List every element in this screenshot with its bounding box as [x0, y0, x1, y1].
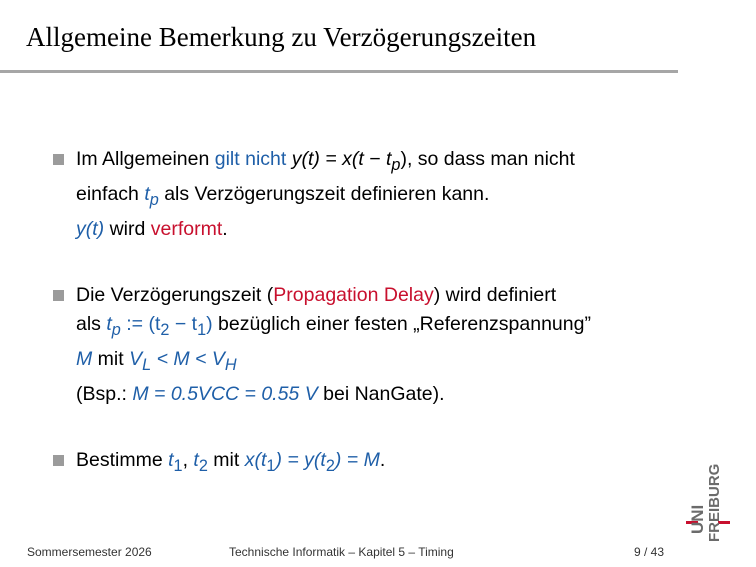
text: einfach [76, 182, 145, 205]
text: ), so dass man nicht [400, 148, 575, 170]
bullet-3-line-1 [76, 446, 692, 481]
text: mit [92, 347, 130, 370]
highlight-verformt: verformt [150, 217, 223, 240]
text: mit [207, 448, 245, 471]
formula: x(t [244, 448, 267, 471]
text: Bestimme [76, 448, 169, 471]
formula: M = 0.5VCC = 0.55 V [132, 382, 318, 405]
formula-sub: 1 [266, 456, 276, 475]
logo-freiburg-text: FREIBURG [706, 463, 723, 542]
footer-page-number: 9 / 43 [634, 545, 665, 559]
bullet-item-2 [52, 281, 692, 409]
highlight-propagation-delay: Propagation Delay [273, 283, 434, 306]
formula-sub: p [149, 190, 159, 209]
formula: t [168, 448, 174, 471]
text: , [182, 448, 194, 471]
formula: ) [206, 312, 213, 335]
formula: ) = M [334, 448, 380, 471]
formula: M [76, 347, 93, 370]
formula-sub: L [142, 355, 152, 374]
text: als Verzögerungszeit definieren kann. [158, 182, 490, 205]
logo-uni-text: UNI [688, 504, 707, 534]
text: (Bsp.: [76, 382, 133, 405]
footer-course: Technische Informatik – Kapitel 5 – Timing [229, 545, 454, 559]
bullet-square-icon [53, 154, 64, 165]
text: . [222, 217, 228, 240]
text: ) wird definiert [433, 283, 557, 306]
formula-sub: p [111, 320, 121, 339]
formula: t [106, 312, 112, 335]
formula-sub: 1 [173, 456, 183, 475]
formula: := (t [120, 312, 161, 335]
text: bezüglich einer festen „Referenzspannung” [212, 312, 591, 335]
bullet-1-line-2 [76, 180, 692, 215]
formula-sub: 2 [160, 320, 170, 339]
formula: ) = y(t [275, 448, 326, 471]
formula: t [193, 448, 199, 471]
highlight-gilt-nicht: gilt nicht [214, 148, 287, 170]
formula-sub: 1 [197, 320, 207, 339]
formula-sub: H [224, 355, 237, 374]
footer-semester: Sommersemester 2026 [27, 545, 152, 559]
text: Im Allgemeinen [76, 148, 215, 170]
formula-tp: t [144, 182, 150, 205]
formula: y(t) = x(t − t [286, 148, 392, 170]
bullet-1-line-1 [76, 145, 692, 180]
text: . [379, 448, 386, 471]
formula: − t [169, 312, 198, 335]
formula: < M < V [151, 347, 225, 370]
formula-sub: p [391, 155, 401, 174]
bullet-square-icon [53, 290, 64, 301]
bullet-item-3 [52, 446, 692, 481]
text: als [76, 312, 107, 335]
formula: V [129, 347, 143, 370]
bullet-2-line-3 [76, 345, 692, 380]
formula-sub: 2 [325, 456, 335, 475]
bullet-2-line-4 [76, 380, 692, 409]
text: wird [104, 217, 151, 240]
bullet-item-1 [52, 145, 692, 244]
title-divider [0, 70, 678, 73]
bullet-square-icon [53, 455, 64, 466]
bullet-1-line-3 [76, 215, 692, 244]
slide-content [52, 145, 692, 517]
text: bei NanGate). [317, 382, 445, 405]
text: Die Verzögerungszeit ( [76, 283, 274, 306]
slide-title: Allgemeine Bemerkung zu Verzögerungszeiten [26, 22, 537, 52]
bullet-2-line-2 [76, 310, 692, 345]
formula-sub: 2 [198, 456, 208, 475]
bullet-2-line-1 [76, 281, 692, 310]
formula-yt: y(t) [76, 217, 105, 240]
uni-freiburg-logo [680, 463, 740, 560]
